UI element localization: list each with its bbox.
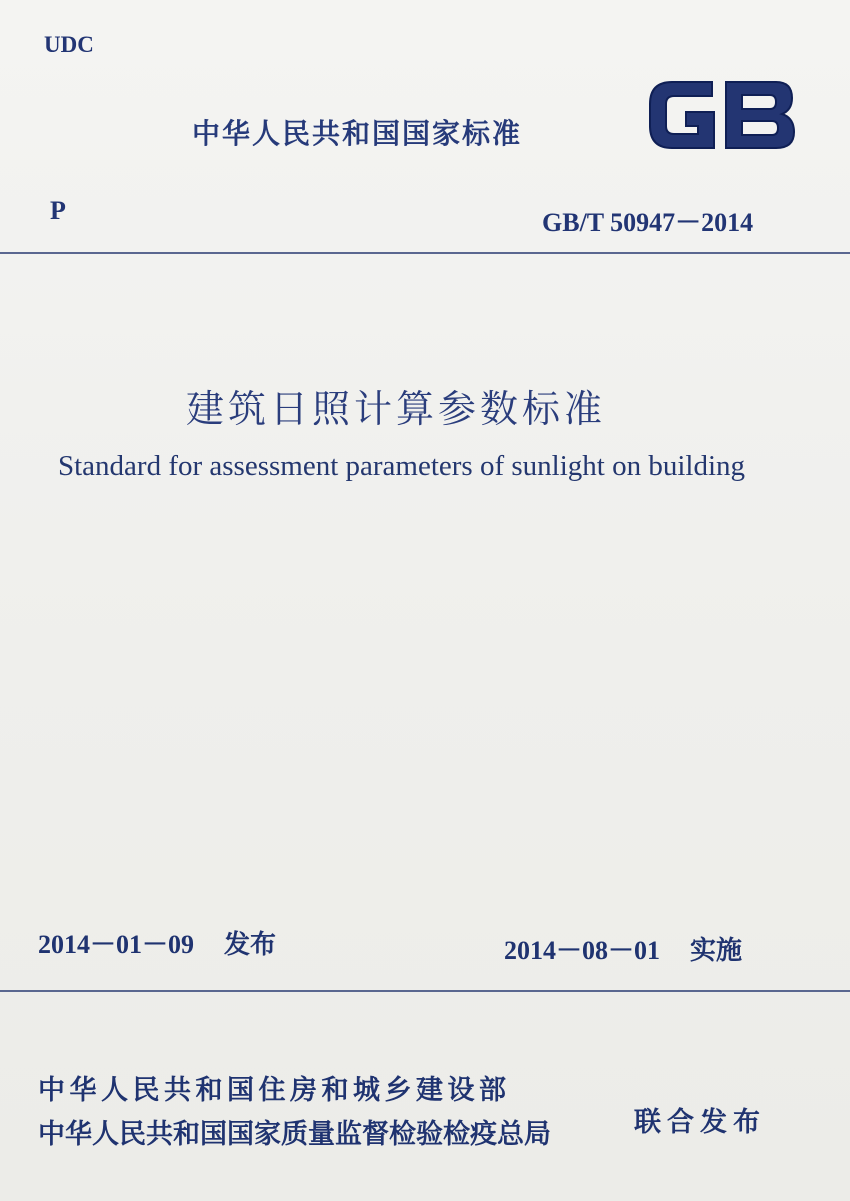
implement-label: 实施 [690, 936, 743, 966]
issue-date: 2014－01－09 [38, 930, 195, 959]
national-standard-heading: 中华人民共和国国家标准 [192, 117, 523, 150]
joint-issue-label: 联合发布 [634, 1107, 766, 1138]
implement-date: 2014－08－01 [504, 936, 661, 965]
title-chinese: 建筑日照计算参数标准 [186, 387, 607, 431]
issue-label: 发布 [224, 930, 277, 960]
category-code: P [50, 196, 66, 225]
publisher-aqsiq: 中华人民共和国国家质量监督检验检疫总局 [38, 1119, 551, 1150]
bottom-divider [0, 990, 850, 992]
title-english: Standard for assessment parameters of sunlight on building [58, 450, 746, 482]
issue-date-line [38, 924, 276, 961]
top-divider [0, 252, 850, 254]
standard-number: GB/T 50947－2014 [542, 208, 754, 237]
publisher-ministry: 中华人民共和国住房和城乡建设部 [38, 1075, 511, 1106]
udc-label: UDC [44, 32, 94, 57]
gb-logo-icon [642, 72, 800, 158]
implement-date-line [504, 930, 742, 967]
